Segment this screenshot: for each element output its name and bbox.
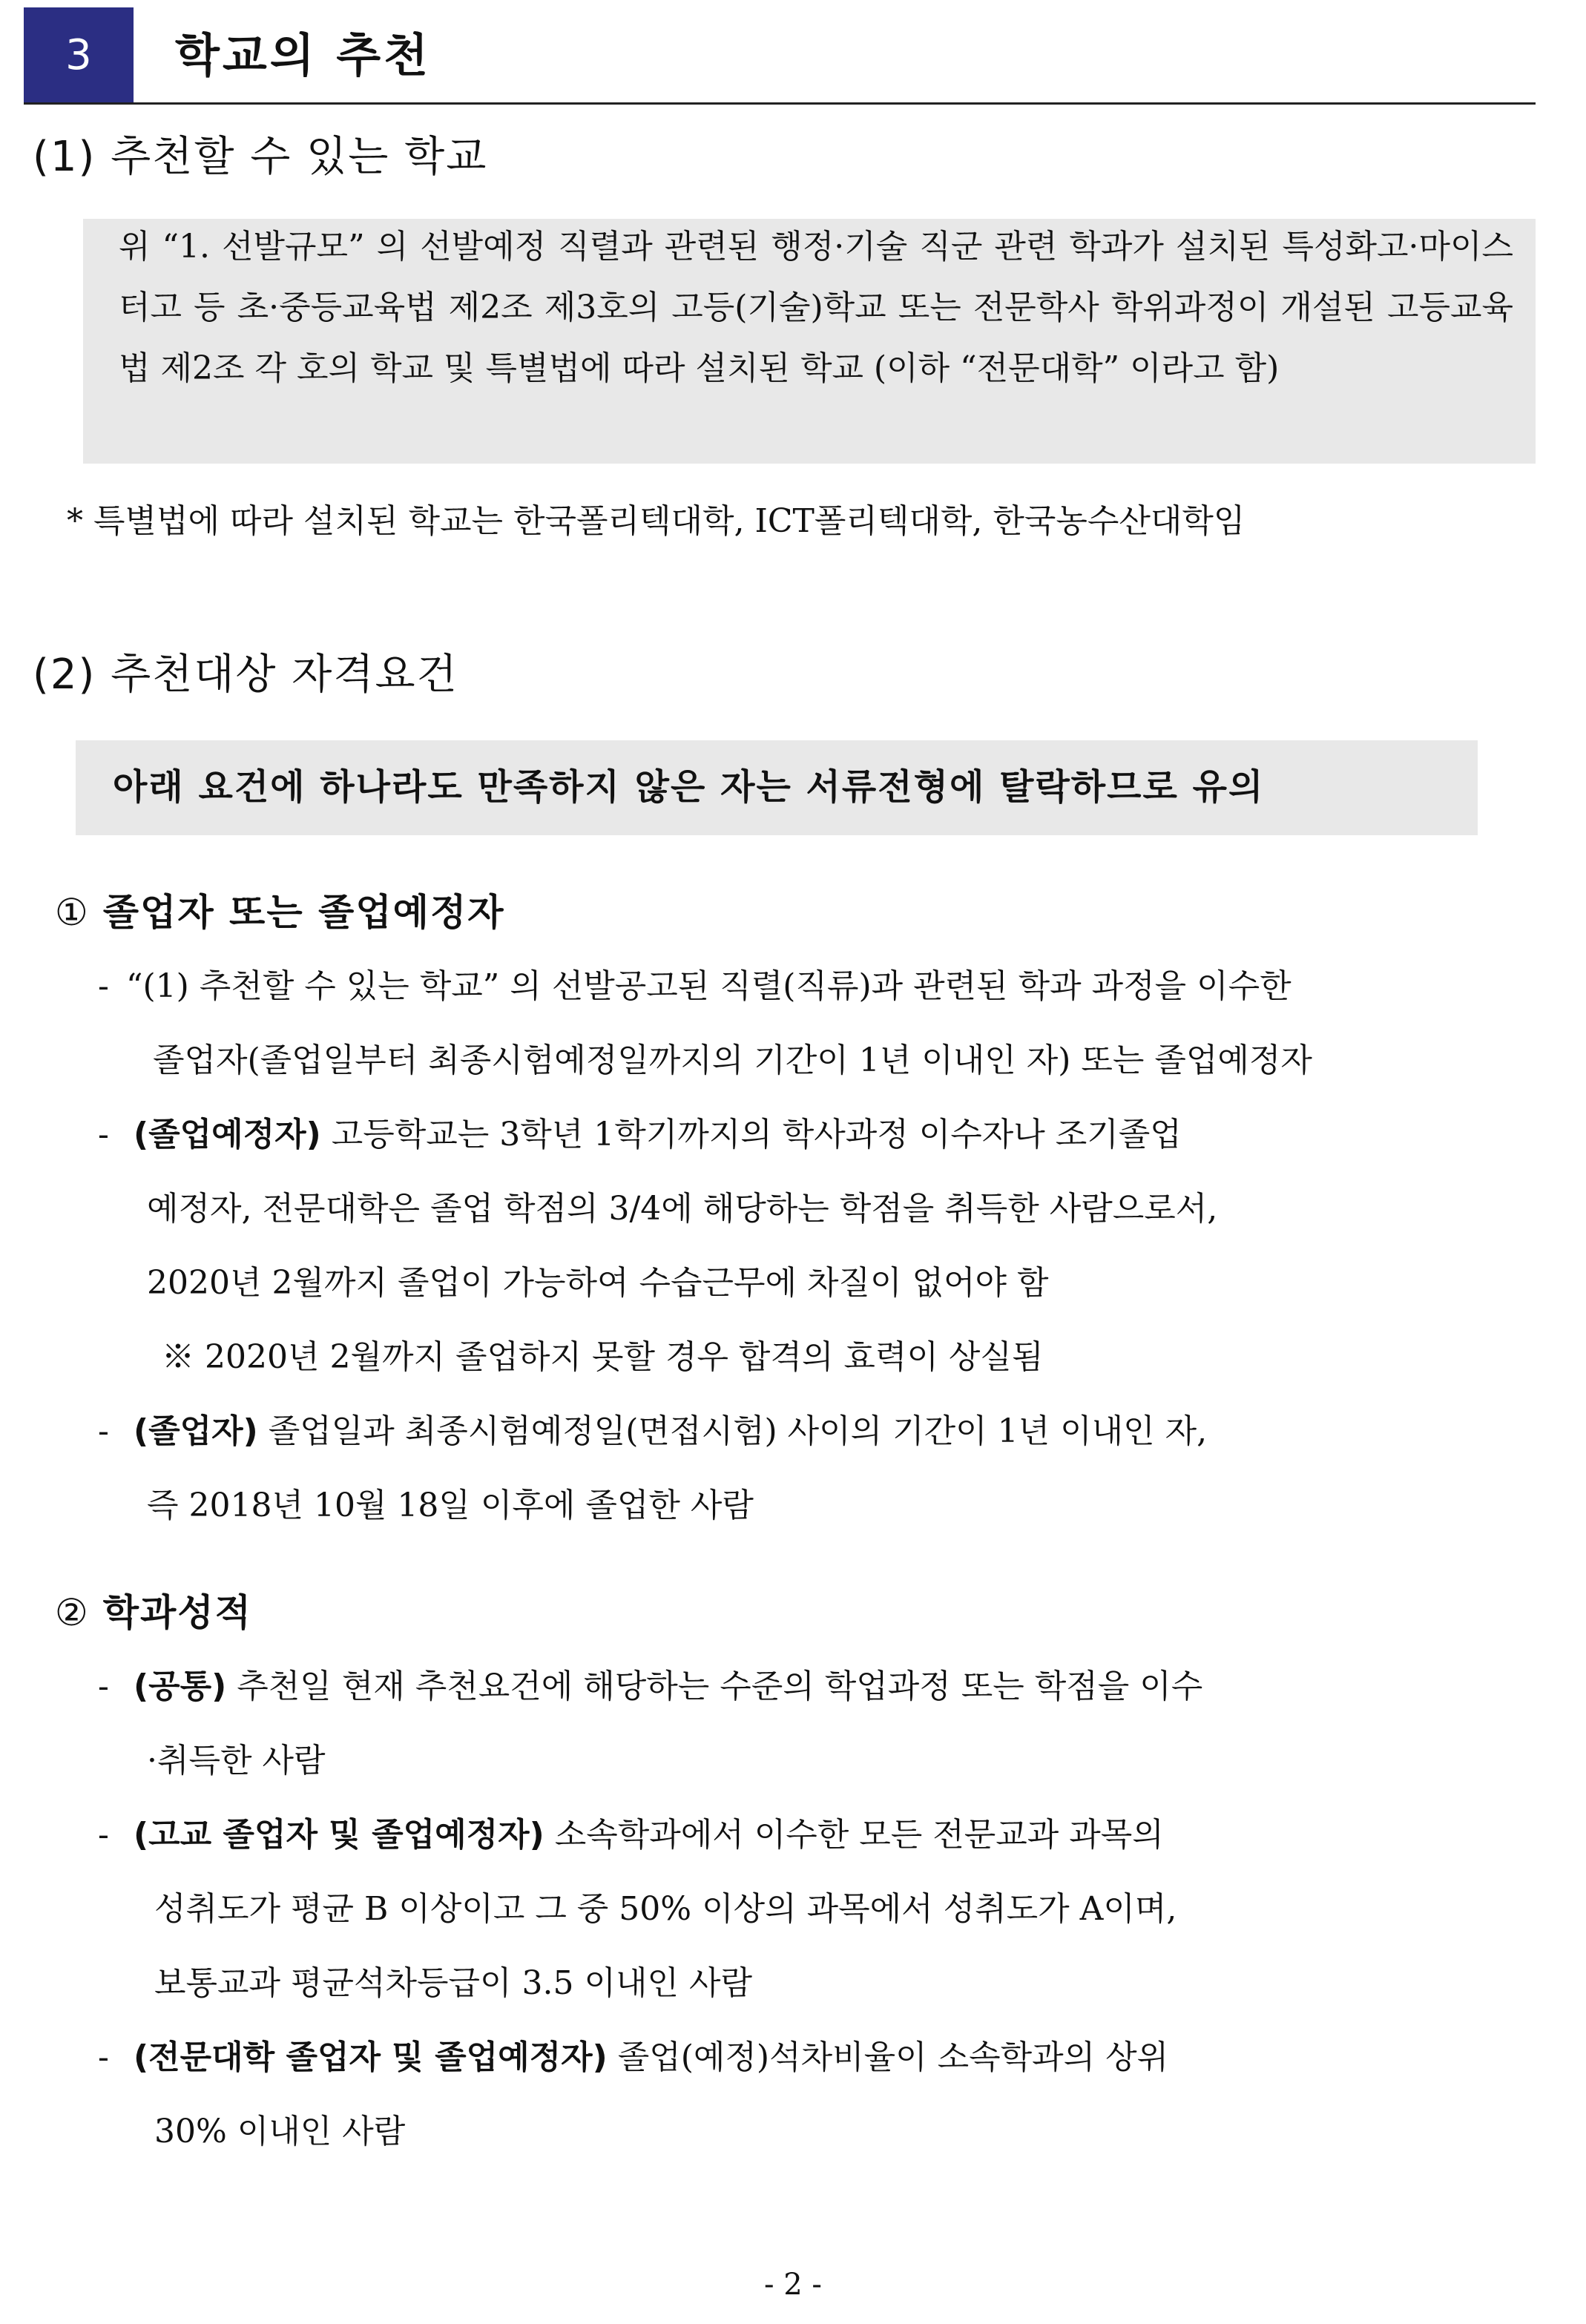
section-divider — [24, 102, 1536, 105]
req1-b3-line2: 즉 2018년 10월 18일 이후에 졸업한 사람 — [147, 1487, 754, 1524]
req1-b2-line1: (졸업예정자) 고등학교는 3학년 1학기까지의 학사과정 이수자나 조기졸업 — [134, 1116, 1182, 1153]
req1-b1-line1: “(1) 추천할 수 있는 학교” 의 선발공고된 직렬(직류)과 관련된 학과 과정을 이수한 — [126, 967, 1291, 1005]
eligible-schools-text: 위 “1. 선발규모” 의 선발예정 직렬과 관련된 행정·기술 직군 관련 학과가 설치된 특성화고·마이스터고 등 초·중등교육법 제2조 제3호의 고등(기술)학교 또는 전문학사 학위과정이 개설된 고등교육법 제2조 각 호의 학교 및 특별법에 따라 설치된 학교 (이하 “전문대학” 이라고 함) — [119, 228, 1514, 387]
subsection-2-heading: (2) 추천대상 자격요건 — [33, 651, 458, 699]
req1-b2-line3: 2020년 2월까지 졸업이 가능하여 수습근무에 차질이 없어야 함 — [147, 1264, 1049, 1302]
req2-b3-line1: (전문대학 졸업자 및 졸업예정자) 졸업(예정)석차비율이 소속학과의 상위 — [134, 2038, 1169, 2076]
req2-b2-line1: (고교 졸업자 및 졸업예정자) 소속학과에서 이수한 모든 전문교과 과목의 — [134, 1816, 1164, 1854]
requirement-2-bullets — [98, 1650, 1537, 2169]
req2-b1-line1: (공통) 추천일 현재 추천요건에 해당하는 수준의 학업과정 또는 학점을 이수 — [134, 1668, 1203, 1705]
bullet-dash: - — [98, 2038, 109, 2076]
requirement-1-title: 졸업자 또는 졸업예정자 — [102, 891, 505, 934]
page-number: - 2 - — [764, 2268, 822, 2302]
requirement-1-bullets — [98, 949, 1537, 1395]
req2-b2-line2: 성취도가 평균 B 이상이고 그 중 50% 이상의 과목에서 성취도가 A이며, — [154, 1890, 1177, 1928]
bullet-dash: - — [98, 967, 109, 1005]
req2-b3-line2: 30% 이내인 사람 — [154, 2113, 406, 2150]
req2-b1-label: (공통) — [134, 1668, 227, 1705]
req2-b2-label: (고교 졸업자 및 졸업예정자) — [134, 1816, 544, 1854]
requirement-2-heading — [55, 1584, 252, 1641]
req1-b3-line1: (졸업자) 졸업일과 최종시험예정일(면접시험) 사이의 기간이 1년 이내인 자, — [134, 1412, 1208, 1450]
requirement-1-heading — [55, 884, 505, 941]
bullet-dash: - — [98, 1412, 109, 1450]
req2-b2-line3: 보통교과 평균석차등급이 3.5 이내인 사람 — [154, 1964, 752, 2002]
req2-b1-line2: ·취득한 사람 — [147, 1742, 326, 1780]
requirement-2-marker: ② — [55, 1591, 90, 1634]
section-title: 학교의 추천 — [175, 28, 432, 82]
subsection-1-heading: (1) 추천할 수 있는 학교 — [33, 133, 488, 181]
notice-text: 아래 요건에 하나라도 만족하지 않은 자는 서류전형에 탈락하므로 유의 — [113, 766, 1265, 808]
req1-b3-label: (졸업자) — [134, 1412, 258, 1450]
section-number: 3 — [24, 7, 134, 102]
requirement-1-marker: ① — [55, 891, 90, 934]
bullet-dash: - — [98, 1116, 109, 1153]
req1-b2-note: ※ 2020년 2월까지 졸업하지 못할 경우 합격의 효력이 상실됨 — [162, 1338, 1044, 1376]
req1-b1-line2: 졸업자(졸업일부터 최종시험예정일까지의 기간이 1년 이내인 자) 또는 졸업예정자 — [153, 1041, 1312, 1079]
req1-b2-line2: 예정자, 전문대학은 졸업 학점의 3/4에 해당하는 학점을 취득한 사람으로서, — [147, 1190, 1218, 1228]
requirement-2-title: 학과성적 — [102, 1591, 252, 1634]
special-law-note: * 특별법에 따라 설치된 학교는 한국폴리텍대학, ICT폴리텍대학, 한국농수산대학임 — [67, 502, 1246, 540]
bullet-dash: - — [98, 1816, 109, 1854]
req1-b2-label: (졸업예정자) — [134, 1116, 321, 1153]
req2-b3-label: (전문대학 졸업자 및 졸업예정자) — [134, 2038, 608, 2076]
requirement-1-graduate-bullet — [98, 1395, 1537, 1543]
bullet-dash: - — [98, 1668, 109, 1705]
